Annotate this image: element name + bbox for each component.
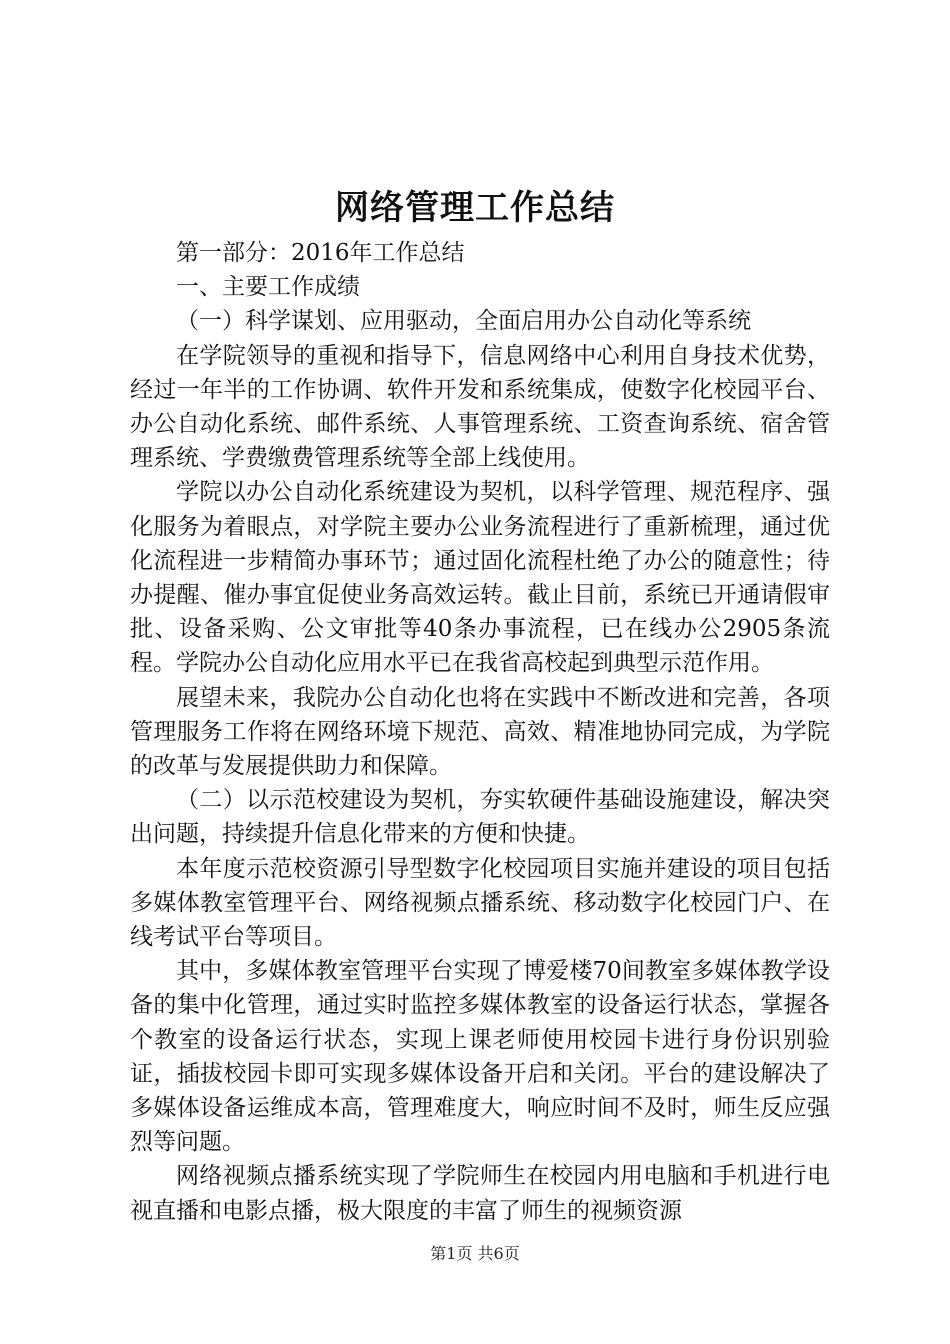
body-paragraph: 本年度示范校资源引导型数字化校园项目实施并建设的项目包括多媒体教室管理平台、网络视频点播系统、移动数字化校园门户、在线考试平台等项目。 (130, 855, 830, 951)
page-number-footer: 第1页 共6页 (430, 1244, 520, 1263)
body-paragraph: 网络视频点播系统实现了学院师生在校园内用电脑和手机进行电视直播和电影点播，极大限度的丰富了师生的视频资源 (130, 1163, 830, 1224)
section-heading: 第一部分：2016年工作总结 (176, 240, 465, 266)
subsection-heading: 一、主要工作成绩 (176, 274, 360, 301)
document-body (130, 236, 830, 1228)
body-paragraph: 其中，多媒体教室管理平台实现了博爱楼70间教室多媒体教学设备的集中化管理，通过实时监控多媒体教室的设备运行状态，掌握各个教室的设备运行状态，实现上课老师使用校园卡进行身份识别验证，插拔校园卡即可实现多媒体设备开启和关闭。平台的建设解决了多媒体设备运维成本高，管理难度大，响应时间不及时，师生反应强烈等问题。 (130, 958, 830, 1156)
document-title: 网络管理工作总结 (335, 188, 615, 228)
item-heading: （二）以示范校建设为契机，夯实软硬件基础设施建设，解决突出问题，持续提升信息化带来的方便和快捷。 (130, 787, 830, 848)
body-paragraph: 学院以办公自动化系统建设为契机，以科学管理、规范程序、强化服务为着眼点，对学院主要办公业务流程进行了重新梳理，通过优化流程进一步精简办事环节；通过固化流程杜绝了办公的随意性；待办提醒、催办事宜促使业务高效运转。截止目前，系统已开通请假审批、设备采购、公文审批等40条办事流程，已在线办公2905条流程。学院办公自动化应用水平已在我省高校起到典型示范作用。 (130, 479, 830, 677)
body-paragraph: 展望未来，我院办公自动化也将在实践中不断改进和完善，各项管理服务工作将在网络环境下规范、高效、精准地协同完成，为学院的改革与发展提供助力和保障。 (130, 684, 830, 780)
body-paragraph: 在学院领导的重视和指导下，信息网络中心利用自身技术优势，经过一年半的工作协调、软件开发和系统集成，使数字化校园平台、办公自动化系统、邮件系统、人事管理系统、工资查询系统、宿舍管理系统、学费缴费管理系统等全部上线使用。 (130, 342, 830, 472)
item-heading: （一）科学谋划、应用驱动，全面启用办公自动化等系统 (176, 308, 751, 335)
